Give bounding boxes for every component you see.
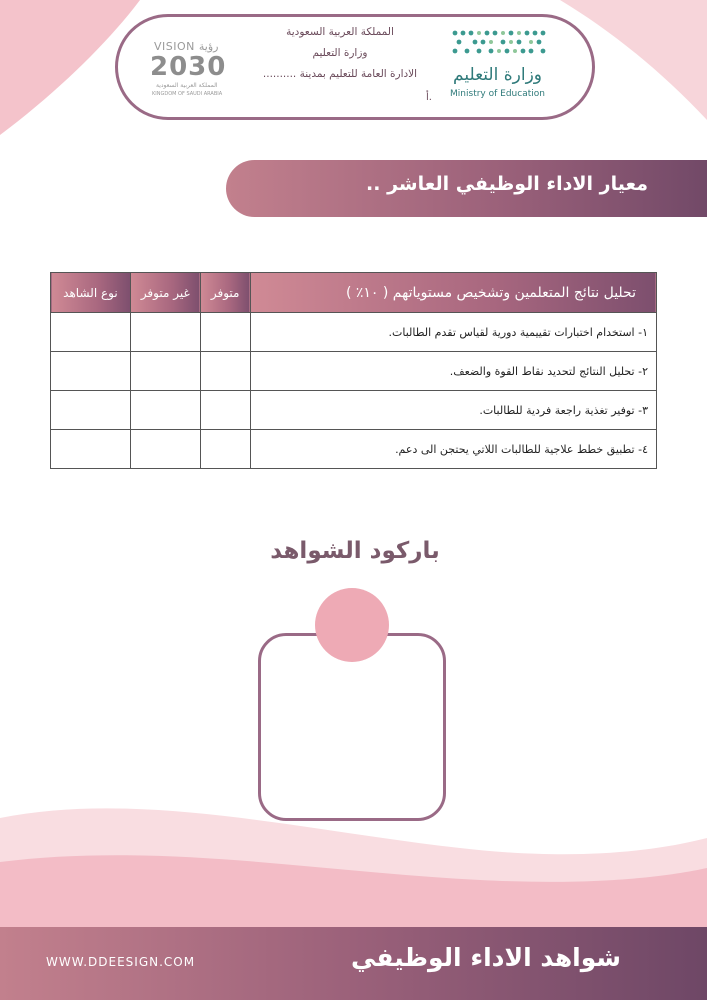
evidence-type-cell[interactable] — [51, 391, 131, 430]
title-banner — [226, 160, 707, 217]
table-row — [51, 313, 657, 352]
administration-name: الادارة العامة للتعليم بمدينة .......... — [262, 68, 418, 80]
moe-dots-icon — [449, 27, 549, 57]
vision-2030-logo — [148, 40, 240, 100]
not-available-header: غير متوفر — [130, 273, 200, 313]
decorative-circle — [315, 588, 389, 662]
ministry-name: وزارة التعليم — [312, 47, 368, 59]
moe-logo-english: Ministry of Education — [450, 89, 545, 99]
kingdom-name: المملكة العربية السعودية — [286, 26, 394, 38]
evidence-type-cell[interactable] — [51, 352, 131, 391]
not-available-cell[interactable] — [130, 391, 200, 430]
government-header-text — [245, 22, 435, 85]
table-row — [51, 391, 657, 430]
vision-kingdom-english: KINGDOM OF SAUDI ARABIA — [152, 91, 223, 97]
vision-year: 2030 — [150, 52, 227, 82]
table-row — [51, 430, 657, 469]
footer-bar — [0, 927, 707, 1000]
available-cell[interactable] — [200, 430, 250, 469]
vision-label: VISION رؤية — [154, 40, 219, 53]
page-title: معيار الاداء الوظيفي العاشر .. — [366, 173, 648, 195]
table-header-row — [51, 273, 657, 313]
not-available-cell[interactable] — [130, 313, 200, 352]
available-cell[interactable] — [200, 391, 250, 430]
vision-kingdom-arabic: المملكة العربية السعودية — [156, 82, 218, 89]
barcode-title: باركود الشواهد — [270, 538, 440, 564]
criteria-table — [50, 272, 657, 469]
teacher-prefix: أ. — [426, 92, 432, 103]
criterion-item: ٣- توفير تغذية راجعة فردية للطالبات. — [250, 391, 656, 430]
available-cell[interactable] — [200, 313, 250, 352]
not-available-cell[interactable] — [130, 352, 200, 391]
evidence-type-header: نوع الشاهد — [51, 273, 131, 313]
table-row — [51, 352, 657, 391]
ministry-of-education-logo — [445, 25, 555, 105]
available-cell[interactable] — [200, 352, 250, 391]
moe-logo-arabic: وزارة التعليم — [453, 65, 542, 85]
footer-url[interactable]: WWW.DDEESIGN.COM — [46, 955, 196, 969]
not-available-cell[interactable] — [130, 430, 200, 469]
footer-title: شواهد الاداء الوظيفي — [350, 943, 621, 972]
evidence-type-cell[interactable] — [51, 313, 131, 352]
criterion-item: ٢- تحليل النتائج لتحديد نقاط القوة والضعف. — [250, 352, 656, 391]
criterion-item: ١- استخدام اختبارات تقييمية دورية لقياس تقدم الطالبات. — [250, 313, 656, 352]
criterion-header: تحليل نتائج المتعلمين وتشخيص مستوياتهم ( ١٠٪ ) — [250, 273, 656, 313]
available-header: متوفر — [200, 273, 250, 313]
evidence-type-cell[interactable] — [51, 430, 131, 469]
criterion-item: ٤- تطبيق خطط علاجية للطالبات اللاتي يحتجن الى دعم. — [250, 430, 656, 469]
